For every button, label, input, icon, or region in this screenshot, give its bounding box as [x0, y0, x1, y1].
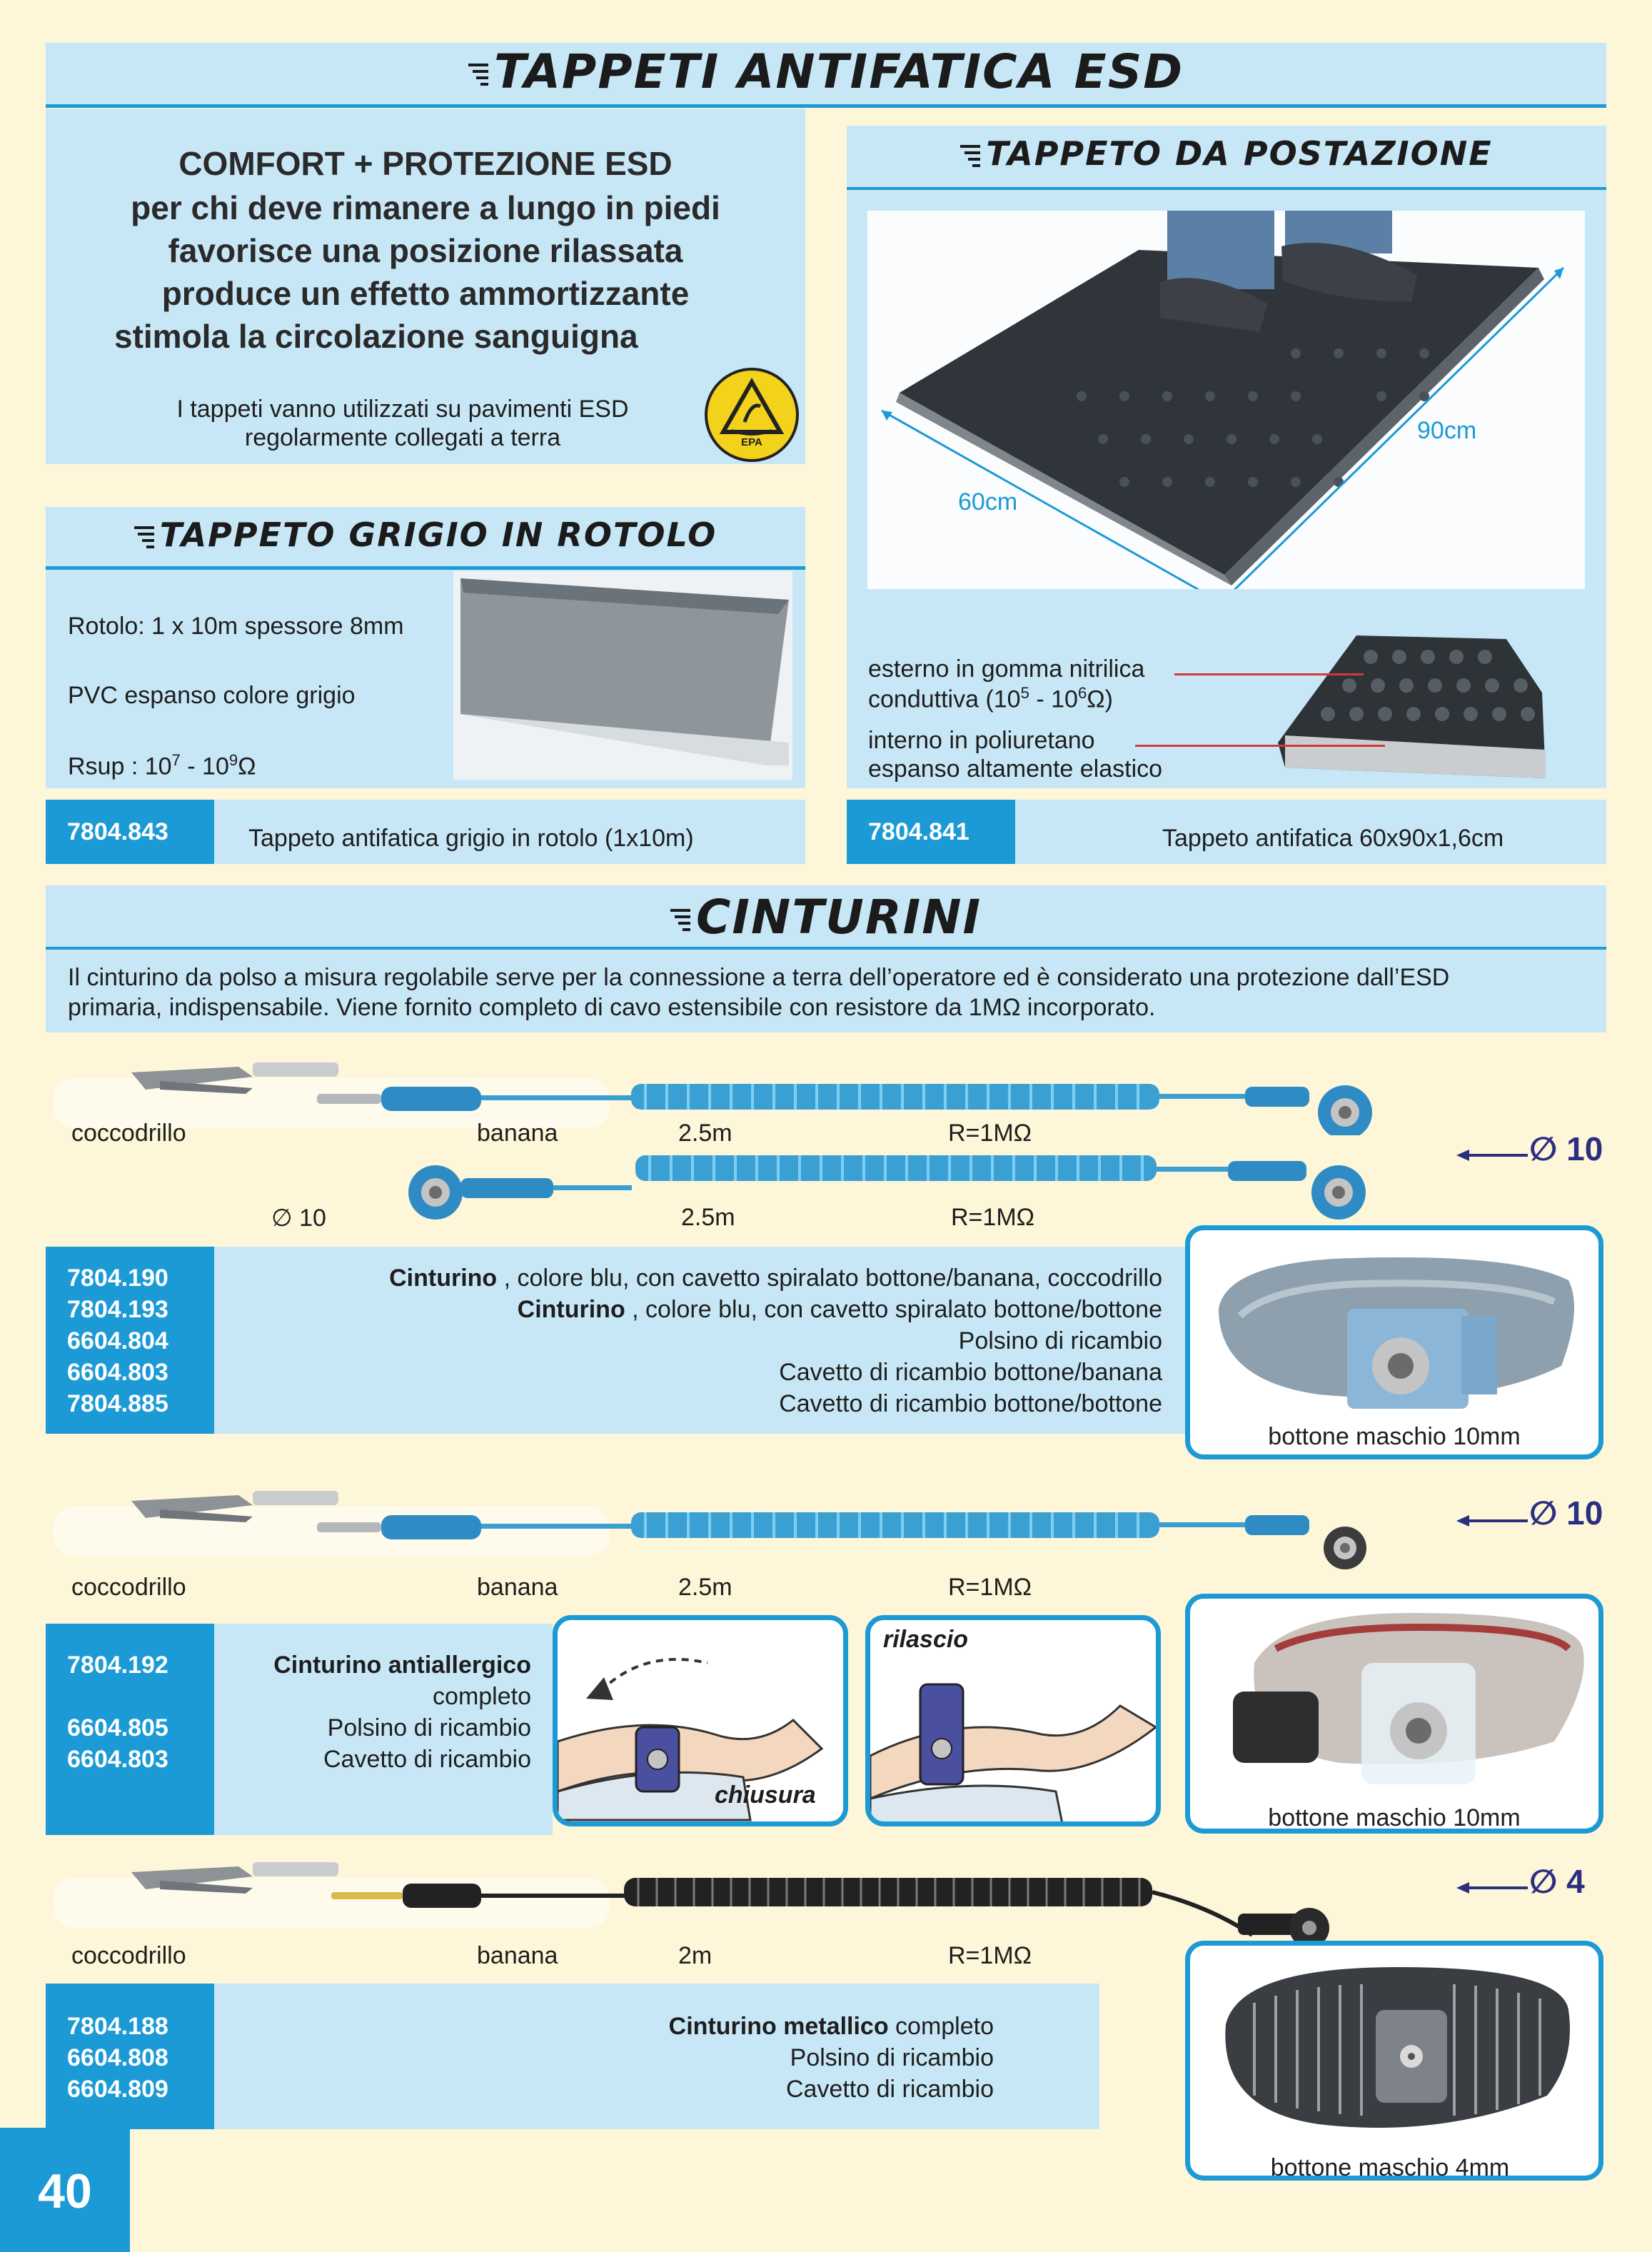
strap-photo-caption-2: bottone maschio 10mm [1268, 1804, 1521, 1831]
strap-photo-frame-1 [1185, 1225, 1603, 1459]
label-clip-1: coccodrillo [71, 1120, 186, 1147]
label-length-1b: 2.5m [681, 1204, 735, 1231]
desc-row: Cinturino antiallergico [273, 1652, 531, 1679]
title-ticks-icon [670, 905, 690, 935]
epa-logo-text: EPA [741, 436, 762, 448]
label-diameter-1b: ∅ 10 [271, 1205, 326, 1232]
benefit-1: per chi deve rimanere a lungo in piedi [131, 189, 720, 226]
desc-row: Cavetto di ricambio [323, 1746, 531, 1773]
desc-row: Polsino di ricambio [327, 1714, 531, 1741]
benefit-2: favorisce una posizione rilassata [168, 232, 683, 269]
label-length-1: 2.5m [678, 1120, 732, 1147]
grey-roll-mat-photo [453, 571, 792, 780]
grey-mat-code: 7804.843 [46, 800, 214, 864]
page-title: TAPPETI ANTIFATICA ESD [0, 44, 1652, 99]
outer-material-line2: conduttiva $(10^5 - 10^6\Omega)$ [868, 684, 1113, 713]
cable-illustration-1b [400, 1150, 1374, 1228]
group1-descriptions [214, 1247, 1185, 1434]
diameter-arrow-1 [1456, 1150, 1528, 1161]
desc-row: Cinturino , colore blu, con cavetto spiralato bottone/bottone [517, 1296, 1162, 1323]
intro-note-2: regolarmente collegati a terra [244, 424, 561, 451]
straps-title: CINTURINI [0, 890, 1652, 945]
illus-close-label: chiusura [715, 1781, 816, 1809]
group2-codes [46, 1624, 214, 1835]
grey-mat-title: TAPPETO GRIGIO IN ROTOLO [46, 516, 805, 554]
diameter-arrow-2 [1456, 1515, 1528, 1527]
label-length-3: 2m [678, 1942, 712, 1969]
straps-intro-line1: Il cinturino da polso a misura regolabile serve per la connessione a terra dell’operatore ed è considerato una protezione dall’ESD [68, 964, 1450, 991]
group1-codes [46, 1247, 214, 1434]
code-row: 7804.885 [67, 1390, 168, 1417]
mat-cross-section-photo [1264, 628, 1549, 778]
page-number: 40 [38, 2164, 92, 2218]
callout-line-inner [1135, 745, 1385, 747]
title-ticks-icon [960, 141, 980, 171]
code-row: 6604.805 [67, 1714, 168, 1741]
diameter-label-2: ∅ 10 [1529, 1494, 1603, 1532]
label-resistance-1b: R=1MΩ [951, 1204, 1035, 1231]
dimension-width: 60cm [958, 488, 1018, 516]
strap-photo-frame-2 [1185, 1594, 1603, 1834]
code-row: 7804.188 [67, 2013, 168, 2040]
desc-row: Cinturino metallico completo [668, 2013, 994, 2040]
code-row: 6604.804 [67, 1327, 168, 1354]
label-resistance-3: R=1MΩ [948, 1942, 1032, 1969]
label-resistance-1: R=1MΩ [948, 1120, 1032, 1147]
desc-row: Cavetto di ricambio [785, 2076, 994, 2103]
strap-photo-frame-3 [1185, 1941, 1603, 2181]
callout-line-outer [1174, 673, 1364, 675]
title-ticks-icon [468, 60, 488, 89]
code-row: 6604.808 [67, 2044, 168, 2071]
desc-row: Polsino di ricambio [958, 1327, 1162, 1354]
label-banana-1: banana [477, 1120, 558, 1147]
label-banana-3: banana [477, 1942, 558, 1969]
station-mat-code: 7804.841 [847, 800, 1015, 864]
label-length-2: 2.5m [678, 1574, 732, 1601]
inner-material-line1: interno in poliuretano [868, 727, 1095, 754]
cable-illustration-3 [46, 1849, 1374, 1942]
desc-row: Cavetto di ricambio bottone/bottone [779, 1390, 1162, 1417]
code-row: 7804.190 [67, 1265, 168, 1292]
illustration-closing [553, 1615, 848, 1826]
label-banana-2: banana [477, 1574, 558, 1601]
illustration-release [865, 1615, 1161, 1826]
group3-descriptions [214, 1984, 1099, 2129]
strap-photo-caption-3: bottone maschio 4mm [1270, 2154, 1510, 2181]
label-clip-2: coccodrillo [71, 1574, 186, 1601]
code-row: 6604.803 [67, 1746, 168, 1773]
diameter-arrow-3 [1456, 1882, 1528, 1894]
epa-esd-logo [703, 366, 800, 463]
intro-note-1: I tappeti vanno utilizzati su pavimenti ESD [176, 396, 629, 423]
code-row: 6604.809 [67, 2076, 168, 2103]
grey-mat-spec-3: Rsup : $10^7 - 10^9\Omega$ [68, 751, 256, 780]
title-ticks-icon [134, 523, 154, 552]
code-row: 7804.192 [67, 1652, 168, 1679]
code-row: 7804.193 [67, 1296, 168, 1323]
group3-codes [46, 1984, 214, 2129]
station-mat-title: TAPPETO DA POSTAZIONE [847, 134, 1606, 173]
intro-heading: COMFORT + PROTEZIONE ESD [178, 145, 673, 182]
illus-release-label: rilascio [883, 1626, 969, 1653]
grey-mat-description: Tappeto antifatica grigio in rotolo (1x10m) [248, 825, 694, 852]
desc-row: Polsino di ricambio [790, 2044, 994, 2071]
label-resistance-2: R=1MΩ [948, 1574, 1032, 1601]
station-mat-photo [867, 211, 1585, 589]
diameter-label-3: ∅ 4 [1529, 1863, 1585, 1900]
grey-mat-spec-2: PVC espanso colore grigio [68, 682, 356, 709]
inner-material-line2: espanso altamente elastico [868, 755, 1163, 783]
benefit-3: produce un effetto ammortizzante [161, 275, 690, 312]
diameter-label-1: ∅ 10 [1529, 1130, 1603, 1167]
dimension-length: 90cm [1417, 417, 1477, 444]
grey-mat-spec-1: Rotolo: 1 x 10m spessore 8mm [68, 613, 404, 640]
station-mat-description: Tappeto antifatica 60x90x1,6cm [1162, 825, 1504, 852]
benefit-4: stimola la circolazione sanguigna [114, 318, 638, 355]
label-clip-3: coccodrillo [71, 1942, 186, 1969]
desc-row: Cavetto di ricambio bottone/banana [779, 1359, 1162, 1386]
straps-intro-line2: primaria, indispensabile. Viene fornito completo di cavo estensibile con resistore da 1MΩ incorporato. [68, 994, 1156, 1021]
cable-illustration-2 [46, 1478, 1374, 1571]
code-row: 6604.803 [67, 1359, 168, 1386]
strap-photo-caption-1: bottone maschio 10mm [1268, 1423, 1521, 1450]
desc-row: Cinturino , colore blu, con cavetto spiralato bottone/banana, coccodrillo [389, 1265, 1162, 1292]
outer-material-line1: esterno in gomma nitrilica [868, 655, 1145, 683]
desc-row: completo [433, 1683, 531, 1710]
group2-descriptions [214, 1624, 553, 1835]
